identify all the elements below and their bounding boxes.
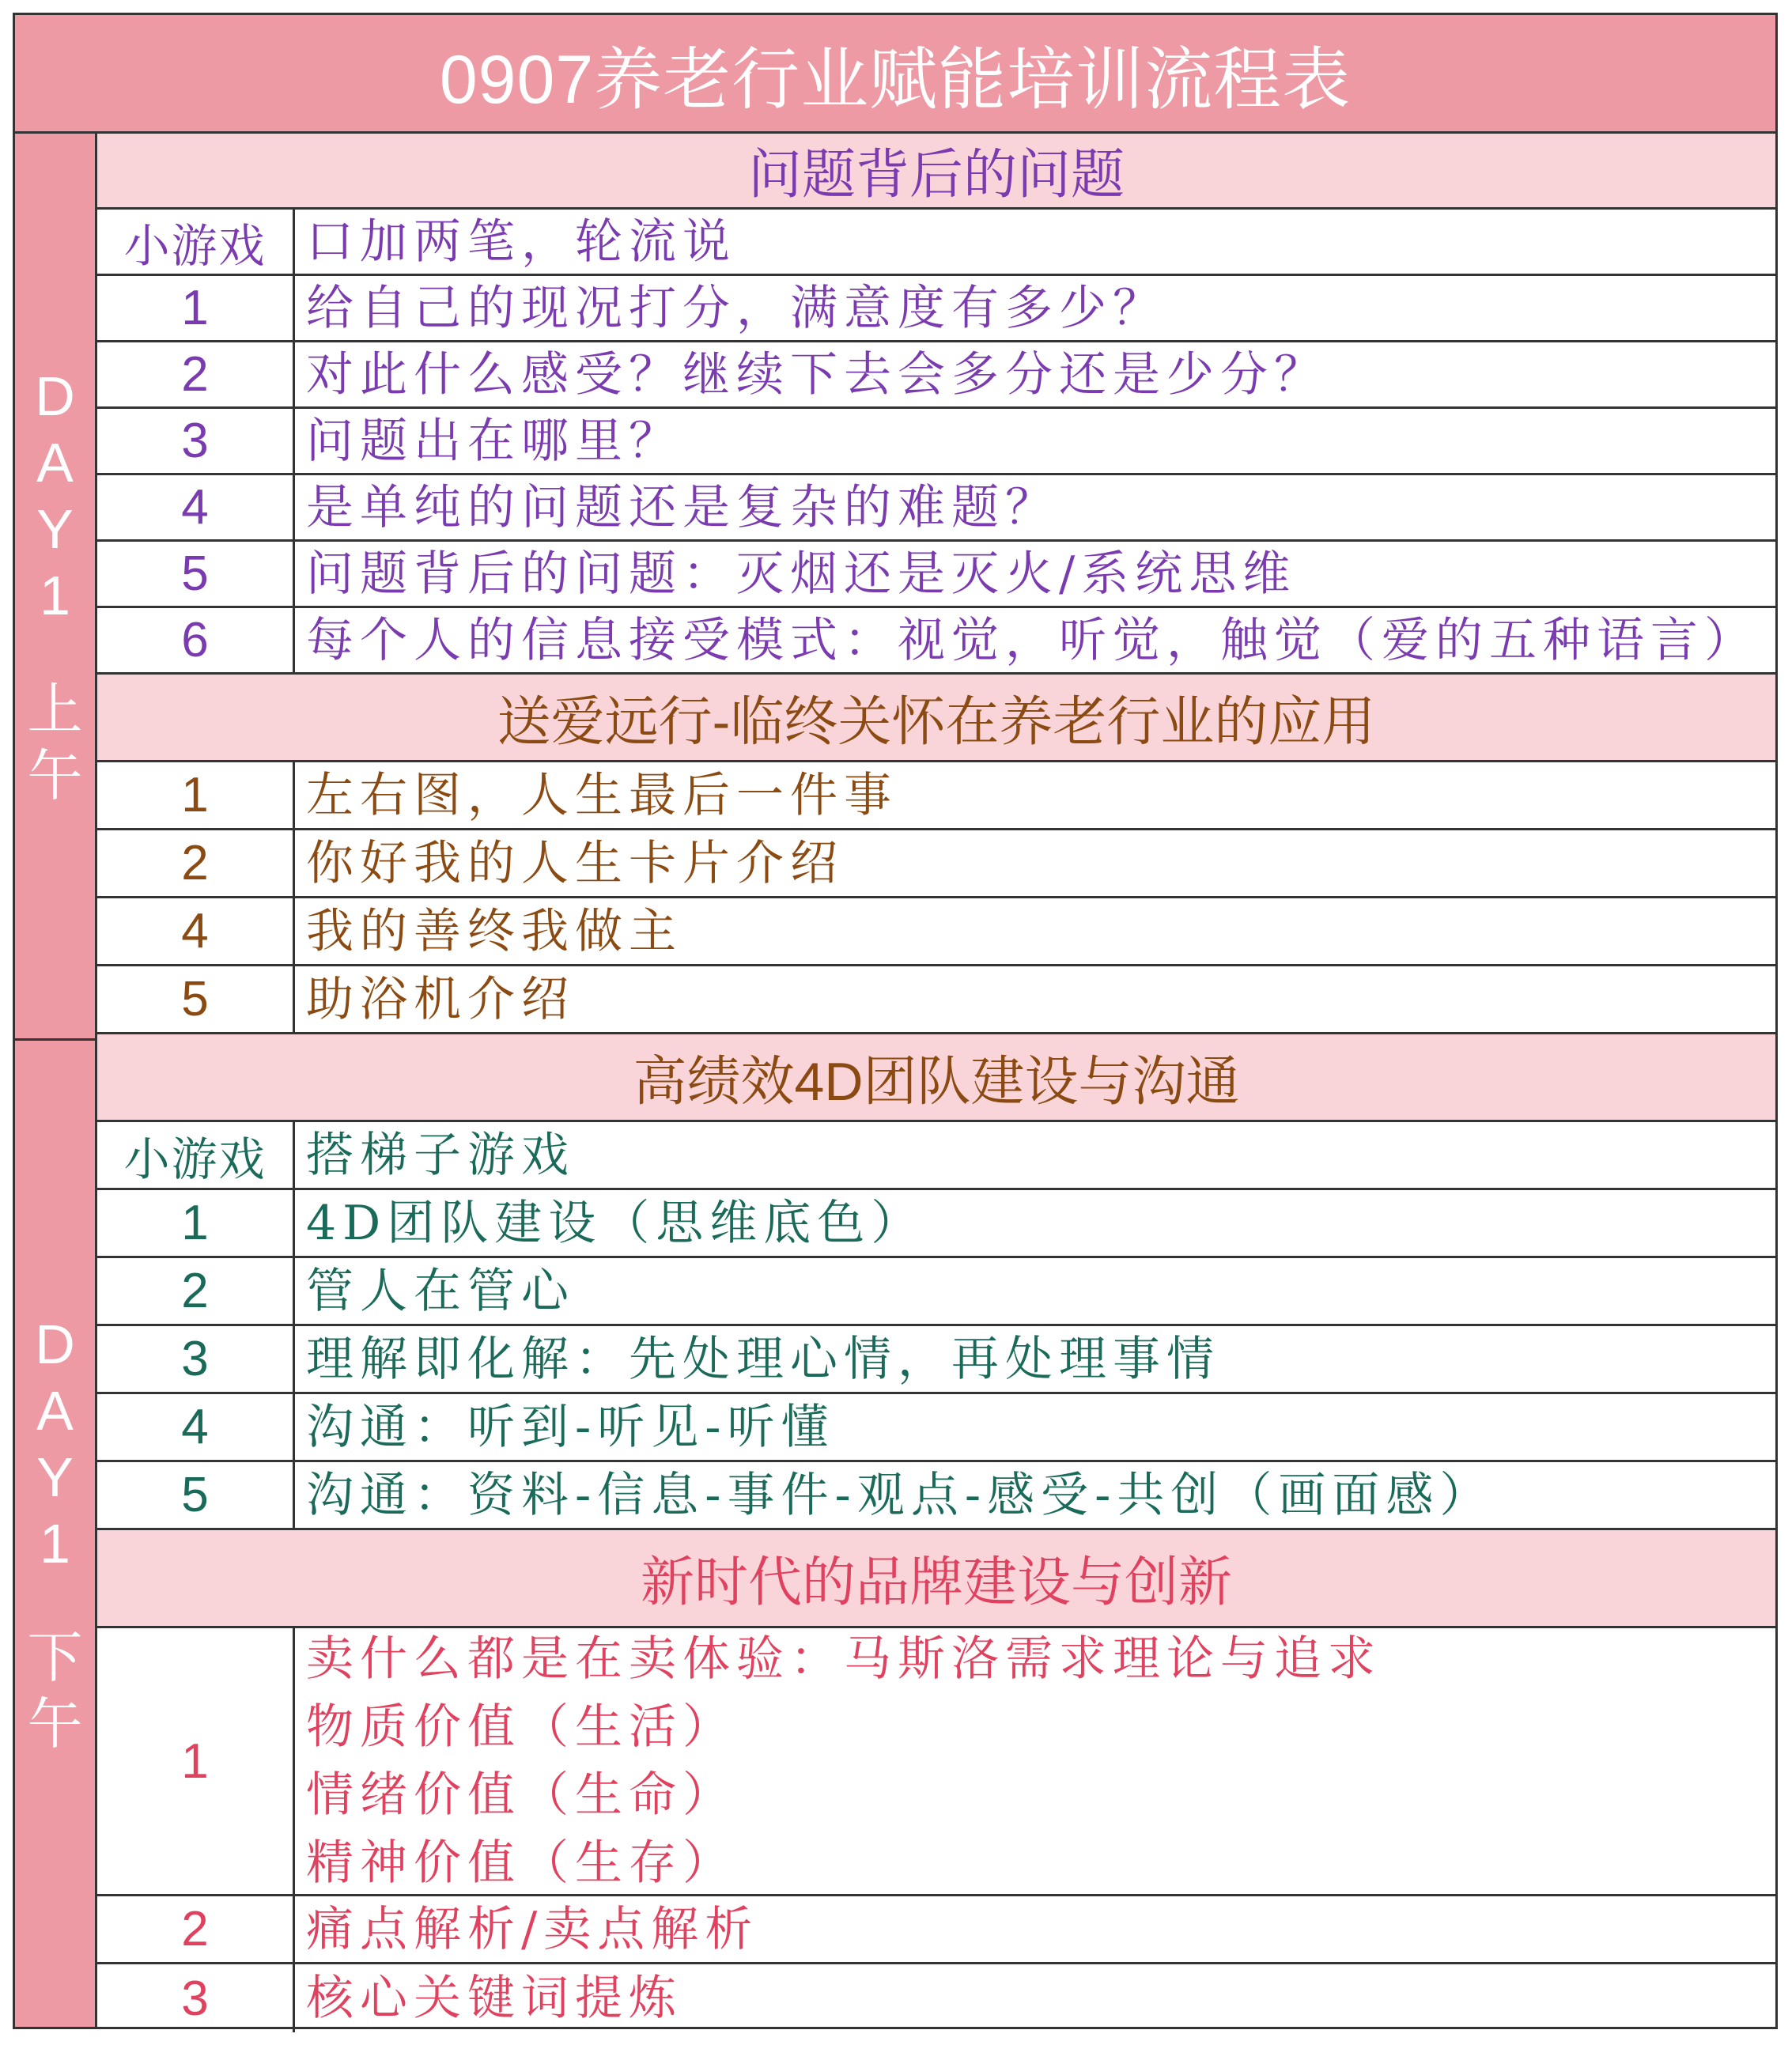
item-text-line: 问题背后的问题：灭烟还是灭火/系统思维 [306,546,1297,602]
schedule-table [13,13,1778,2029]
table-row [97,1394,1775,1462]
item-text-line: 口加两笔，轮流说 [306,214,736,270]
item-text-line: 情绪价值（生命） [306,1767,736,1823]
item-text [295,1326,1775,1392]
item-text [295,1122,1775,1188]
item-number: 5 [97,1462,295,1528]
item-text-line: 我的善终我做主 [306,903,682,959]
item-text [295,608,1775,672]
table-row [97,1896,1775,1964]
table-row [97,966,1775,1034]
table-row [97,1326,1775,1394]
item-text-line: 精神价值（生存） [306,1835,736,1891]
item-number: 4 [97,475,295,539]
item-text-line: 对此什么感受？继续下去会多分还是少分？ [306,346,1328,403]
item-number: 5 [97,966,295,1032]
table-row [97,1190,1775,1258]
day-char: 1 [40,1512,70,1574]
item-number: 1 [97,762,295,828]
period-char: 下 [27,1626,83,1688]
item-text [295,1258,1775,1324]
day-char: A [36,432,74,493]
item-number: 2 [97,1258,295,1324]
item-number: 1 [97,1190,295,1256]
item-text [295,1190,1775,1256]
table-row [97,1122,1775,1190]
item-text-line: 是单纯的问题还是复杂的难题？ [306,479,1059,535]
table-row [97,830,1775,898]
table-row [97,475,1775,542]
item-text-line: 沟通：资料-信息-事件-观点-感受-共创（画面感） [306,1467,1494,1523]
item-number: 小游戏 [97,210,295,274]
item-text [295,1628,1775,1894]
day1-morning-label [15,134,97,1041]
item-text [295,210,1775,274]
item-text-line: 理解即化解：先处理心情，再处理事情 [306,1331,1220,1387]
item-number: 3 [97,1964,295,2032]
period-char: 午 [27,745,83,807]
item-text-line: 左右图，人生最后一件事 [306,767,898,823]
section-heading: 高绩效4D团队建设与沟通 [97,1034,1775,1122]
table-row [97,276,1775,342]
item-text-line: 问题出在哪里？ [306,413,682,469]
section-heading: 问题背后的问题 [97,134,1775,210]
item-text-line: 每个人的信息接受模式：视觉，听觉，触觉（爱的五种语言） [306,612,1758,668]
table-row [97,1628,1775,1896]
day-char: Y [36,498,74,560]
item-number: 4 [97,1394,295,1460]
item-number: 3 [97,409,295,473]
item-number: 4 [97,898,295,964]
item-text-line: 给自己的现况打分，满意度有多少？ [306,280,1166,336]
table-row [97,409,1775,475]
item-text [295,1394,1775,1460]
item-text [295,762,1775,828]
day1-afternoon-label [15,1041,97,2027]
table-row [97,1964,1775,2032]
item-text-line: 卖什么都是在卖体验：马斯洛需求理论与追求 [306,1631,1382,1687]
item-text [295,409,1775,473]
period-char: 午 [27,1692,83,1755]
item-number: 1 [97,1628,295,1894]
table-row [97,1258,1775,1326]
item-number: 3 [97,1326,295,1392]
table-row [97,210,1775,276]
day-char: 1 [40,565,70,626]
page-title: 0907养老行业赋能培训流程表 [15,15,1775,134]
item-text [295,475,1775,539]
item-text [295,830,1775,896]
day-char: D [35,1313,75,1375]
item-number: 2 [97,342,295,406]
period-char: 上 [27,679,83,740]
item-text [295,1964,1775,2032]
item-text [295,966,1775,1032]
item-text [295,542,1775,606]
item-text [295,276,1775,340]
section-heading: 新时代的品牌建设与创新 [97,1530,1775,1628]
table-row [97,342,1775,409]
table-row [97,608,1775,675]
table-row [97,762,1775,830]
section-heading: 送爱远行-临终关怀在养老行业的应用 [97,675,1775,762]
item-number: 2 [97,830,295,896]
item-number: 1 [97,276,295,340]
table-row [97,542,1775,608]
item-text-line: 4D团队建设（思维底色） [306,1195,925,1251]
table-row [97,1462,1775,1530]
item-number: 2 [97,1896,295,1962]
item-text-line: 沟通：听到-听见-听懂 [306,1399,835,1455]
item-text-line: 助浴机介绍 [306,971,575,1027]
day-char: D [35,365,75,427]
item-text [295,1896,1775,1962]
schedule-grid [97,15,1775,2027]
item-text [295,342,1775,406]
day-char: A [36,1379,74,1442]
item-text [295,898,1775,964]
item-text-line: 管人在管心 [306,1263,575,1319]
item-text [295,1462,1775,1528]
item-text-line: 核心关键词提炼 [306,1971,682,2026]
item-number: 5 [97,542,295,606]
item-text-line: 物质价值（生活） [306,1699,736,1755]
day-char: Y [36,1446,74,1508]
item-text-line: 你好我的人生卡片介绍 [306,835,844,891]
item-number: 6 [97,608,295,672]
table-row [97,898,1775,966]
item-text-line: 搭梯子游戏 [306,1127,575,1183]
item-text-line: 痛点解析/卖点解析 [306,1901,759,1957]
item-number: 小游戏 [97,1122,295,1188]
